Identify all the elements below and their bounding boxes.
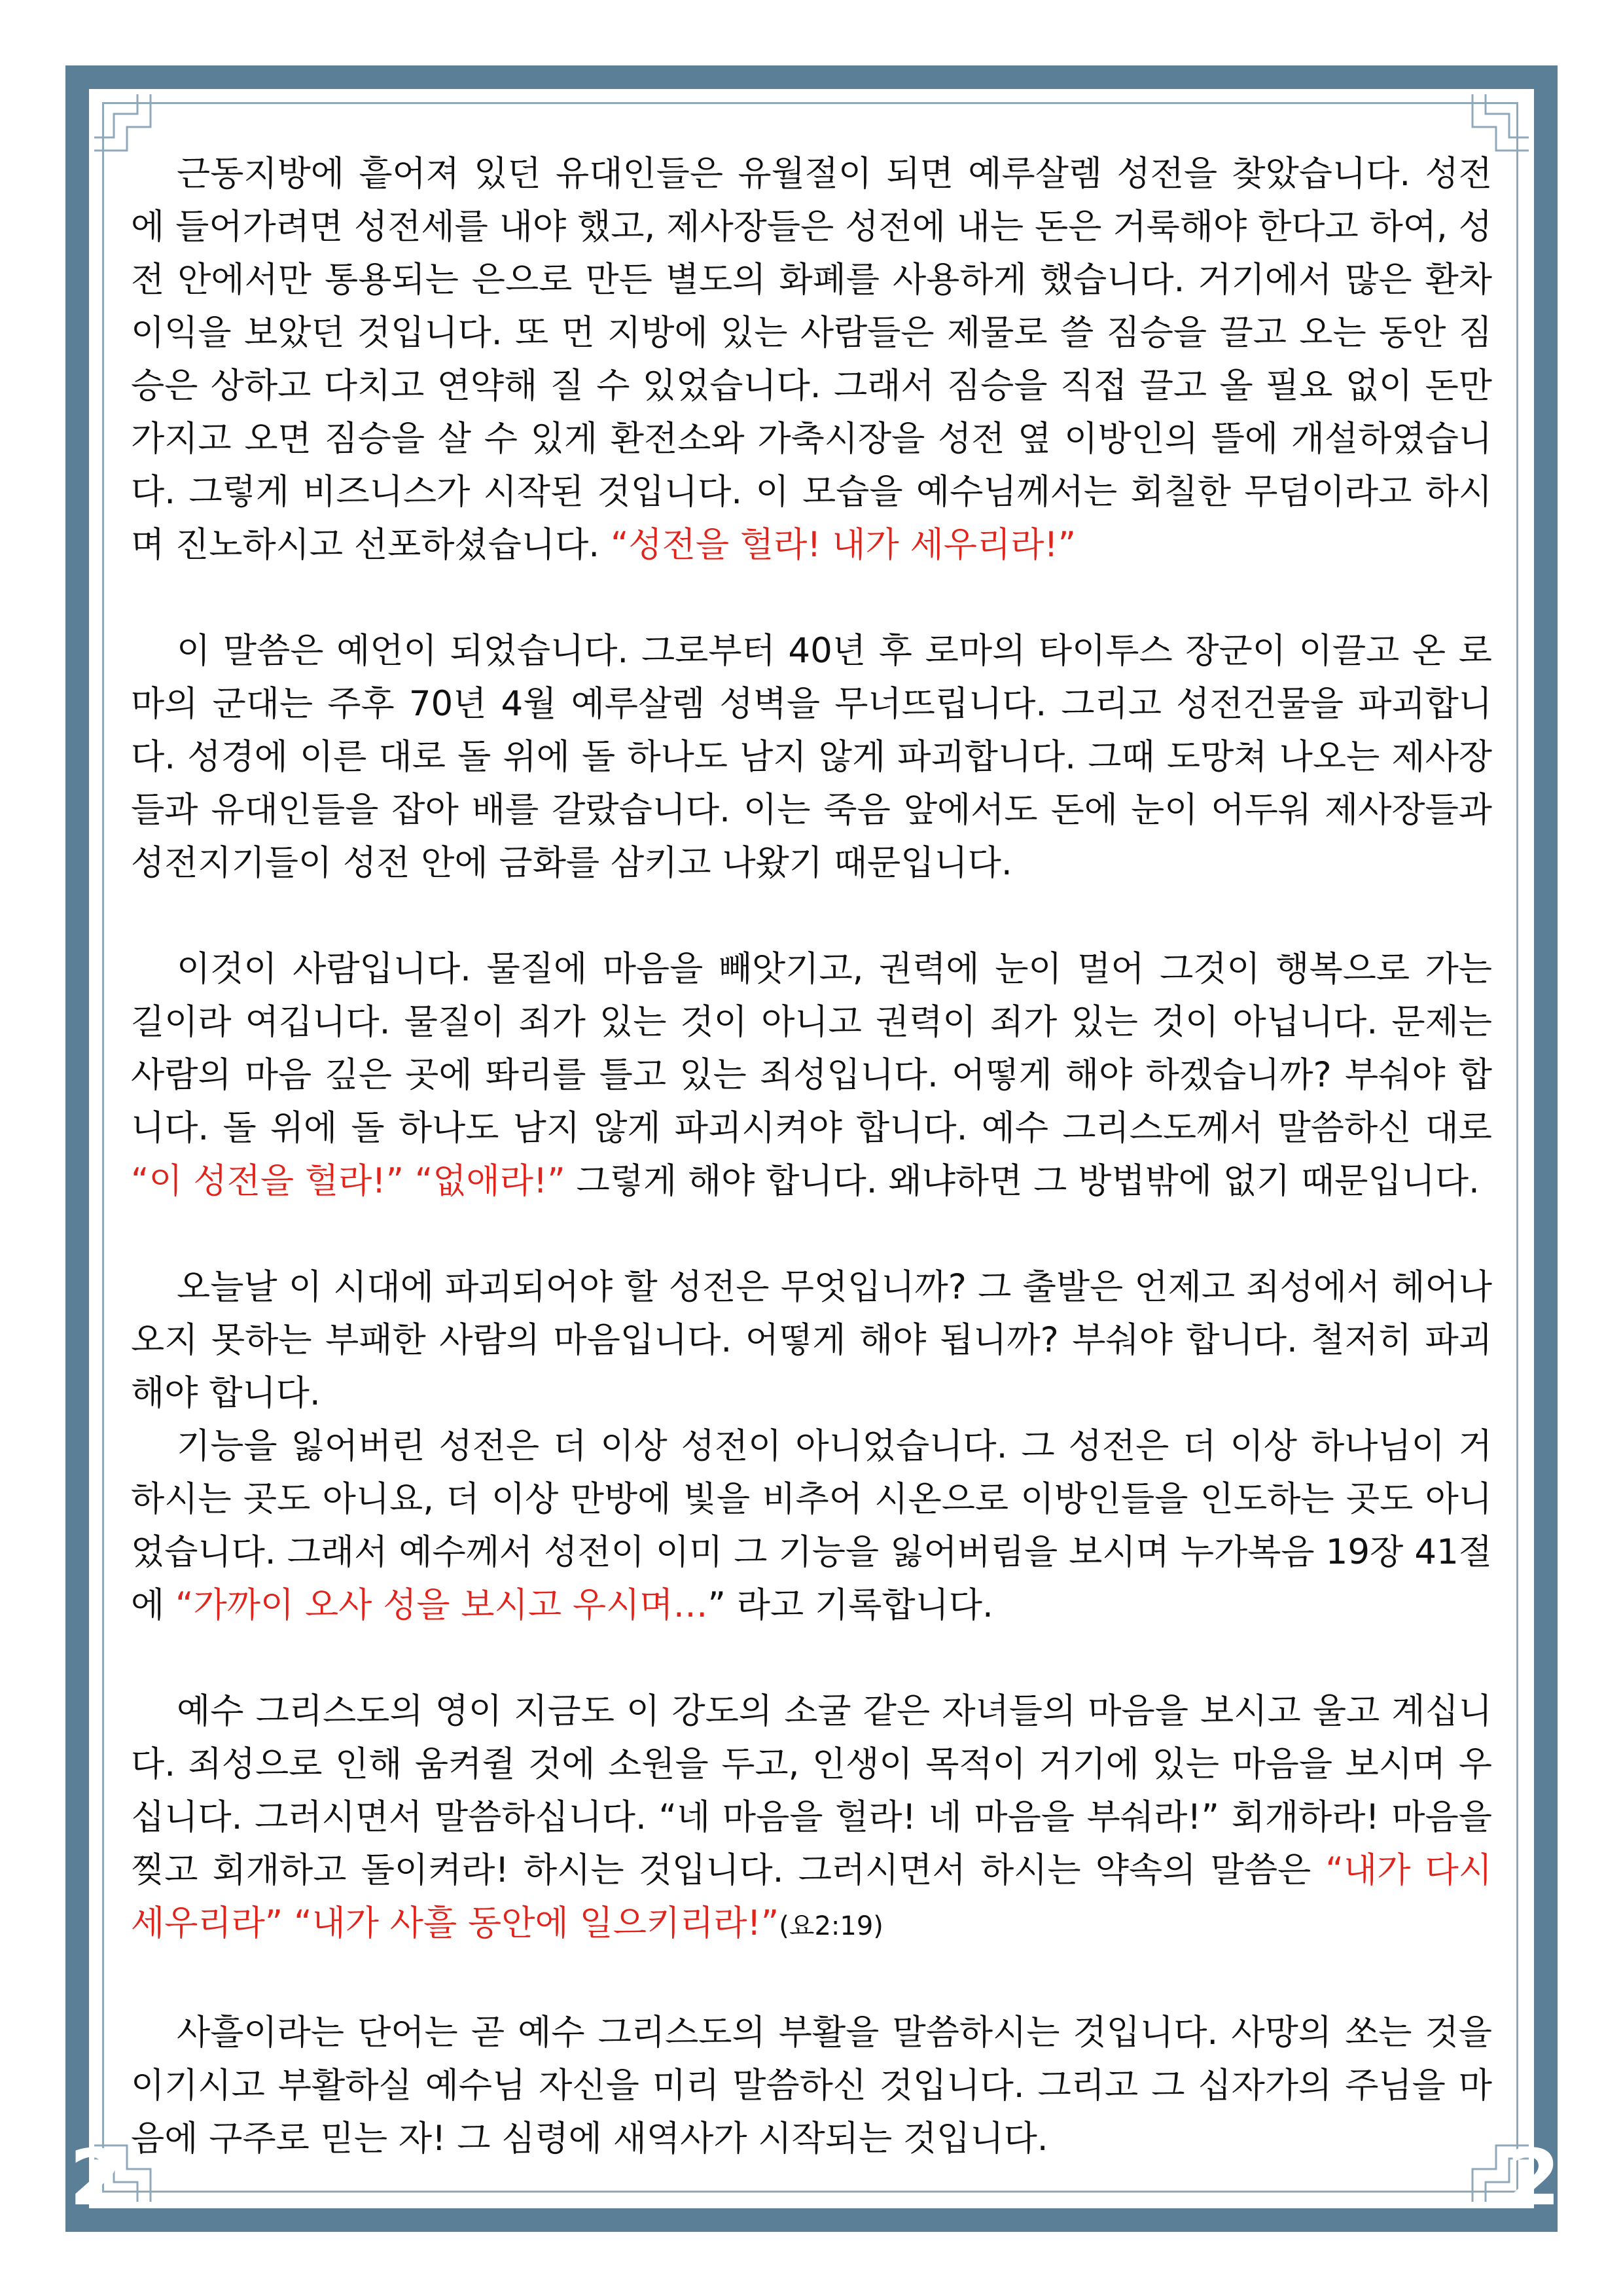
scripture-reference: (요2:19) xyxy=(779,1911,883,1941)
paragraph-7 xyxy=(131,2006,1492,2165)
quote-highlight: “내가 다시 세우리라” xyxy=(131,1850,1492,1943)
page-number-left: 2 xyxy=(69,2132,124,2223)
paragraph-text: 그렇게 해야 합니다. 왜냐하면 그 방법밖에 없기 때문입니다. xyxy=(565,1161,1480,1201)
paragraph-5 xyxy=(131,1420,1492,1632)
paragraph-1 xyxy=(131,147,1492,571)
page-number-right: 2 xyxy=(1507,2132,1561,2223)
quote-highlight: “가까이 오사 성을 보시고 우시며… xyxy=(175,1585,708,1625)
quote-highlight: “이 성전을 헐라!” xyxy=(131,1161,404,1201)
article-body xyxy=(131,147,1492,2165)
quote-highlight: “성전을 헐라! 내가 세우리라!” xyxy=(610,525,1077,565)
paragraph-text: 예수 그리스도의 영이 지금도 이 강도의 소굴 같은 자녀들의 마음을 보시고 울고 계십니다. 죄성으로 인해 움켜쥘 것에 소원을 두고, 인생이 목적이 거기에 있는 마음을 보시며 우십니다. 그러시면서 말씀하십니다. “네 마음을 헐라! 네 마음을 부숴라!” 회개하라! 마음을 찢고 회개하고 돌이켜라! 하시는 것입니다. 그러시면서 하시는 약속의 말씀은 xyxy=(131,1691,1492,1890)
paragraph-text xyxy=(404,1161,415,1201)
paragraph-text: 오늘날 이 시대에 파괴되어야 할 성전은 무엇입니까? 그 출발은 언제고 죄성에서 헤어나오지 못하는 부패한 사람의 마음입니다. 어떻게 해야 됩니까? 부숴야 합니다. 철저히 파괴해야 합니다. xyxy=(131,1267,1492,1413)
paragraph-4 xyxy=(131,1261,1492,1420)
paragraph-text: ” 라고 기록합니다. xyxy=(707,1585,993,1625)
paragraph-3 xyxy=(131,942,1492,1208)
paragraph-2 xyxy=(131,624,1492,889)
paragraph-text: 이것이 사람입니다. 물질에 마음을 빼앗기고, 권력에 눈이 멀어 그것이 행복으로 가는 길이라 여깁니다. 물질이 죄가 있는 것이 아니고 권력이 죄가 있는 것이 아닙니다. 문제는 사람의 마음 깊은 곳에 똬리를 틀고 있는 죄성입니다. 어떻게 해야 하겠습니까? 부숴야 합니다. 돌 위에 돌 하나도 남지 않게 파괴시켜야 합니다. 예수 그리스도께서 말씀하신 대로 xyxy=(131,949,1492,1148)
quote-highlight: “내가 사흘 동안에 일으키리라!” xyxy=(294,1903,779,1943)
paragraph-6 xyxy=(131,1685,1492,1953)
paragraph-text: 기능을 잃어버린 성전은 더 이상 성전이 아니었습니다. 그 성전은 더 이상 하나님이 거하시는 곳도 아니요, 더 이상 만방에 빛을 비추어 시온으로 이방인들을 인도하는 곳도 아니었습니다. 그래서 예수께서 성전이 이미 그 기능을 잃어버림을 보시며 누가복음 19장 41절에 xyxy=(131,1426,1492,1625)
paragraph-text: 근동지방에 흩어져 있던 유대인들은 유월절이 되면 예루살렘 성전을 찾았습니다. 성전에 들어가려면 성전세를 내야 했고, 제사장들은 성전에 내는 돈은 거룩해야 한다고 하여, 성전 안에서만 통용되는 은으로 만든 별도의 화폐를 사용하게 했습니다. 거기에서 많은 환차 이익을 보았던 것입니다. 또 먼 지방에 있는 사람들은 제물로 쓸 짐승을 끌고 오는 동안 짐승은 상하고 다치고 연약해 질 수 있었습니다. 그래서 짐승을 직접 끌고 올 필요 없이 돈만 가지고 오면 짐승을 살 수 있게 환전소와 가축시장을 성전 옆 이방인의 뜰에 개설하였습니다. 그렇게 비즈니스가 시작된 것입니다. 이 모습을 예수님께서는 회칠한 무덤이라고 하시며 진노하시고 선포하셨습니다. xyxy=(131,154,1492,565)
paragraph-text xyxy=(283,1903,294,1943)
paragraph-text: 사흘이라는 단어는 곧 예수 그리스도의 부활을 말씀하시는 것입니다. 사망의 쏘는 것을 이기시고 부활하실 예수님 자신을 미리 말씀하신 것입니다. 그리고 그 십자가의 주님을 마음에 구주로 믿는 자! 그 심령에 새역사가 시작되는 것입니다. xyxy=(131,2013,1492,2159)
quote-highlight: “없애라!” xyxy=(414,1161,565,1201)
paragraph-text: 이 말씀은 예언이 되었습니다. 그로부터 40년 후 로마의 타이투스 장군이 이끌고 온 로마의 군대는 주후 70년 4월 예루살렘 성벽을 무너뜨립니다. 그리고 성전건물을 파괴합니다. 성경에 이른 대로 돌 위에 돌 하나도 남지 않게 파괴합니다. 그때 도망쳐 나오는 제사장들과 유대인들을 잡아 배를 갈랐습니다. 이는 죽음 앞에서도 돈에 눈이 어두워 제사장들과 성전지기들이 성전 안에 금화를 삼키고 나왔기 때문입니다. xyxy=(131,631,1492,883)
